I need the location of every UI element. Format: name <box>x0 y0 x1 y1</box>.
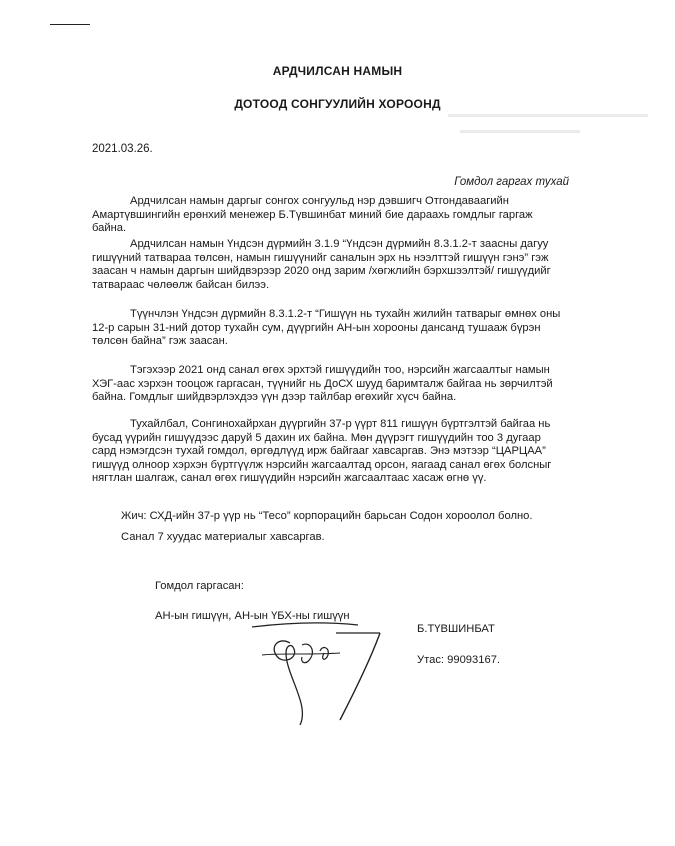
corner-mark <box>50 24 90 25</box>
paragraph-5: Тухайлбал, Сонгинохайрхан дүүргийн 37-р үүрт 811 гишүүн бүртгэлтэй байгаа нь бусад үүрийн гишүүдээс даруй 5 дахин их байна. Мөн дүүрэгт гишүүдийн тоо 3 дугаар сард нэмэгдсэн тухай гомдол, өргөдлүүд ирж байгааг хавсаргав. Энэ мэтээр “ЦАРЦАА” гишүүд олноор хэрхэн бүртгүүлж нэрсийн жагсаалтад орсон, яагаад санал өгөх болсныг нягтлан шалгаж, санал өгөх гишүүдийн нэрсийн жагсаалтаас хасаж өгнө үү. <box>92 418 552 484</box>
paragraph-1: Ардчилсан намын даргыг сонгох сонгуульд нэр дэвшигч Отгондавaaгийн Амартүвшингийн ерөнхий менежер Б.Түвшинбат миний бие дараахь гомдлыг гаргаж байна. <box>92 195 533 234</box>
paragraph-2: Ардчилсан намын Үндсэн дүрмийн 3.1.9 “Үндсэн дүрмийн 8.3.1.2-т заасны дагуу гишүүний татвараа төлсөн, намын гишүүнийг саналын эрх нь нээлттэй гишүүн гэнэ” гэж заасан ч намын даргын шийдвэрээр 2020 онд зарим /хөгжлийн бэрхшээлтэй/ гишүүдийг татвараас чөлөөлж байсан билээ. <box>92 238 551 291</box>
document-date: 2021.03.26. <box>92 143 153 155</box>
paragraph-4: Тэгэхээр 2021 онд санал өгөх эрхтэй гишүүдийн тоо, нэрсийн жагсаалтыг намын ХЭГ-аас хэрхэн тооцож гаргасан, түүнийг нь ДоСХ шууд баримталж байгаа нь зөрчилтэй байна. Гомдлыг шийдвэрлэхдээ үүн дээр тайлбар өгөхийг хүсч байна. <box>92 364 553 403</box>
filer-name: Б.ТҮВШИНБАТ <box>417 623 495 635</box>
attachments-line: Санал 7 хуудас материалыг хавсаргав. <box>121 531 325 543</box>
subject-line: Гомдол гаргах тухай <box>454 176 569 188</box>
addressee-line-2: ДОТООД СОНГУУЛИЙН ХОРООНД <box>234 97 441 111</box>
paragraph-3: Түүнчлэн Үндсэн дүрмийн 8.3.1.2-т “Гишүүн нь тухайн жилийн татварыг өмнөх оны 12-р сарын 31-ний дотор тухайн сум, дүүргийн АН-ын хорооны дансанд тушааж бүрэн төлсөн байна” гэж заасан. <box>92 308 561 347</box>
filer-phone: Утас: 99093167. <box>417 654 501 666</box>
filer-label: Гомдол гаргасан: <box>155 580 244 592</box>
addressee-line-1: АРДЧИЛСАН НАМЫН <box>272 64 403 78</box>
handwritten-signature <box>240 615 400 735</box>
note-line: Жич: СХД-ийн 37-р үүр нь “Тесо” корпорацийн барьсан Содон хороолол болно. <box>121 510 533 522</box>
show-through-bleed <box>440 108 670 148</box>
filer-role: АН-ын гишүүн, АН-ын ҮБХ-ны гишүүн <box>155 610 350 622</box>
